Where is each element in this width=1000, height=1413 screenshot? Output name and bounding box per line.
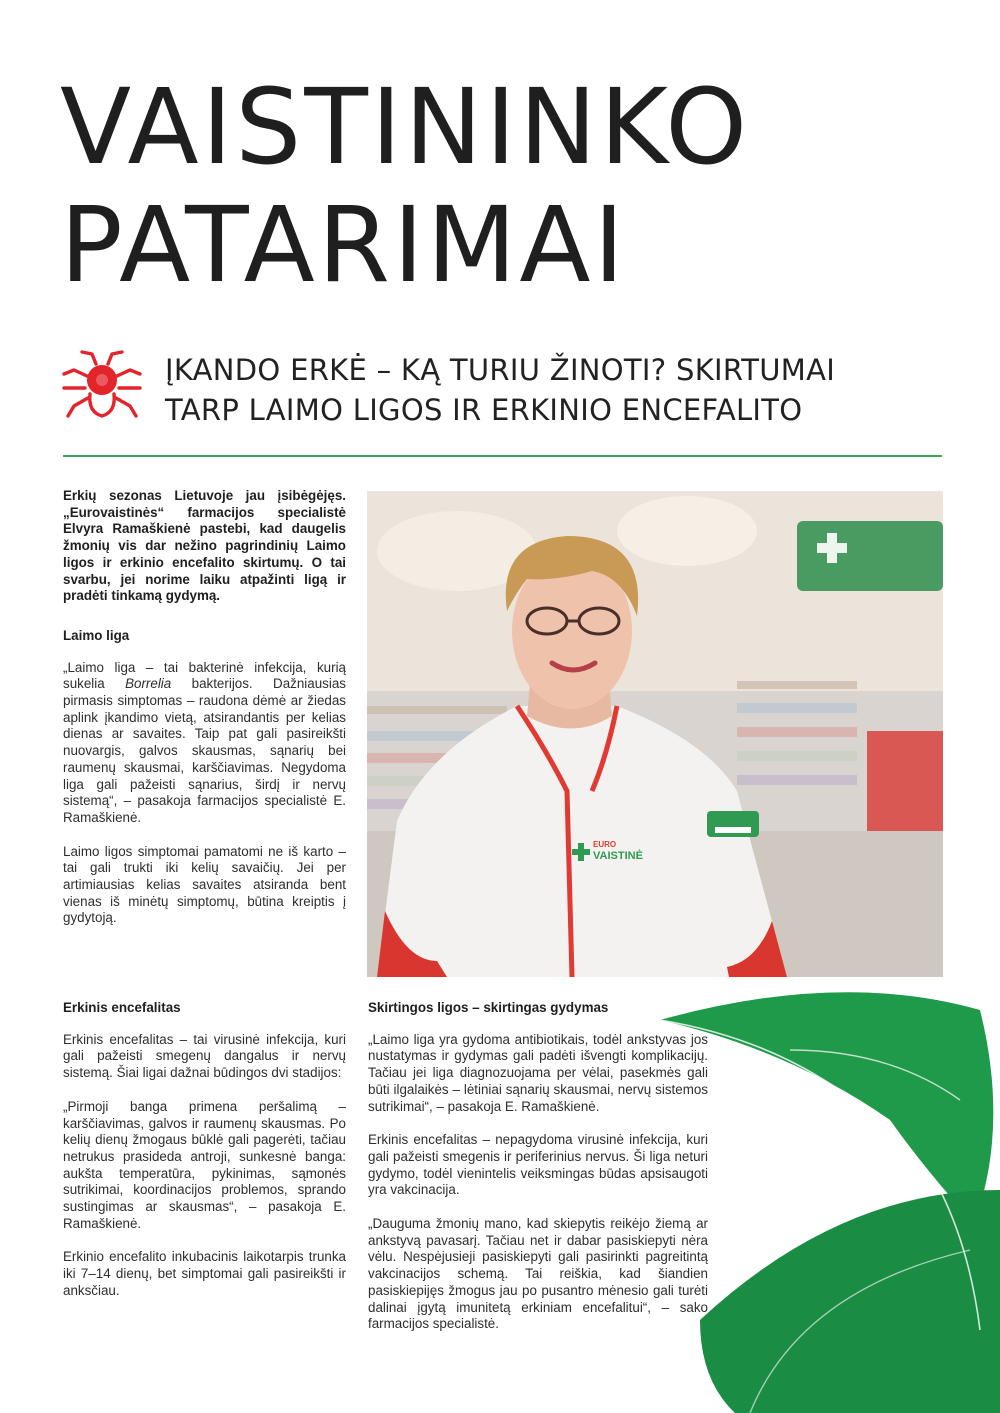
tick-icon [60,350,144,422]
right-column-bottom [368,1000,708,1350]
laimo-p1-text: „Laimo liga – tai bakterinė infekcija, kurią sukelia [63,659,346,692]
left-column-bottom [63,1000,346,1317]
logo-euro: EURO [593,840,617,849]
left-column-top [63,488,346,944]
pharmacist-photo [367,491,943,977]
subtitle-line-1: ĮKANDO ERKĖ – KĄ TURIU ŽINOTI? SKIRTUMAI [165,353,836,387]
borrelia-italic: Borrelia [125,676,172,692]
laimo-paragraph-2: Laimo ligos simptomai pamatomi ne iš karto – tai gali trukti iki kelių savaičių. Jei per artimiausias kelias savaites atsiranda bent vienas iš minėtų simptomų, būtina kreiptis į gydytoją. [63,843,346,926]
title-line-1: VAISTININKO [60,66,751,188]
encefalitas-paragraph-1: Erkinis encefalitas – tai virusinė infekcija, kuri gali pažeisti smegenų dangalus ir nervų sistemą. Šiai ligai dažnai būdingos dvi stadijos: [63,1031,346,1081]
encefalitas-paragraph-3: Erkinio encefalito inkubacinis laikotarpis trunka iki 7–14 dienų, bet simptomai gali pasireikšti ir anksčiau. [63,1249,346,1298]
encefalitas-heading: Erkinis encefalitas [63,1000,181,1015]
badge-icon [707,811,759,837]
laimo-paragraph-1 [63,660,346,827]
gydymas-heading: Skirtingos ligos – skirtingas gydymas [368,1000,609,1015]
encefalitas-paragraph-2: „Pirmoji banga primena peršalimą – karščiavimas, galvos ir raumenų skausmas. Po kelių dienų žmogaus būklė gali pagerėti, tačiau netrukus prasideda antroji, sunkesnė banga: aukšta temperatūra, pykinimas, sąmonės sutrikimai, koordinacijos problemos, sprando sustingimas ar skausmas“, – pasakoja E. Ramaškienė. [63,1098,346,1231]
laimo-heading: Laimo liga [63,627,130,643]
section-divider [63,455,942,457]
laimo-p1-text-cont: bakterijos. Dažniausias pirmasis simptomas – raudona dėmė ar žiedas aplink įkandimo vietą, atsirandantis per kelias dienas ar savaites. Taip pat gali pasireikšti nuovargis, galvos skausmas, sąnarių bei raumenų skausmai, karščiavimas. Negydoma liga gali pažeisti sąnarius, širdį ir nervų sistemą“, – pasakoja farmacijos specialistė E. Ramaškienė. [63,676,346,825]
gydymas-paragraph-1: „Laimo liga yra gydoma antibiotikais, todėl ankstyvas jos nustatymas ir gydymas gali padėti išvengti komplikacijų. Tačiau jei liga diagnozuojama per vėlai, pasekmės gali būti ilgalaikės – lėtiniai sąnarių skausmai, nervų sistemos sutrikimai“, – pasakoja E. Ramaškienė. [368,1031,708,1114]
pharmacy-cross-icon [797,521,943,591]
article-subtitle [165,350,835,430]
gydymas-paragraph-3: „Dauguma žmonių mano, kad skiepytis reikėjo žiemą ar ankstyvą pavasarį. Tačiau net ir dabar pasiskiepyti nėra vėlu. Nespėjusieji pasiskiepyti gali pasirinkti pagreitintą vakcinacijos schemą. Tai reiškia, kad šiandien pasiskiepijęs žmogus jau po pusantro mėnesio gali turėti dalinai įgytą imunitetą erkiniam encefalitui“, – sako farmacijos specialistė. [368,1216,708,1332]
title-line-2: PATARIMAI [60,184,628,306]
page-title [60,68,750,304]
lead-paragraph: Erkių sezonas Lietuvoje jau įsibėgėjęs. „Eurovaistinės“ farmacijos specialistė Elvyra Ramaškienė pastebi, kad daugelis žmonių vis dar nežino pagrindinių Laimo ligos ir erkinio encefalito skirtumų. O tai svarbu, jei norime laiku atpažinti ligą ir pradėti tinkamą gydymą. [63,488,346,604]
subtitle-line-2: TARP LAIMO LIGOS IR ERKINIO ENCEFALITO [165,393,803,427]
gydymas-paragraph-2: Erkinis encefalitas – nepagydoma virusinė infekcija, kuri gali pažeisti smegenis ir periferinius nervus. Ši liga neturi gydymo, todėl vienintelis veiksmingas būdas apsisaugoti yra vakcinacija. [368,1132,708,1198]
logo-vaistine: VAISTINĖ [593,850,643,862]
